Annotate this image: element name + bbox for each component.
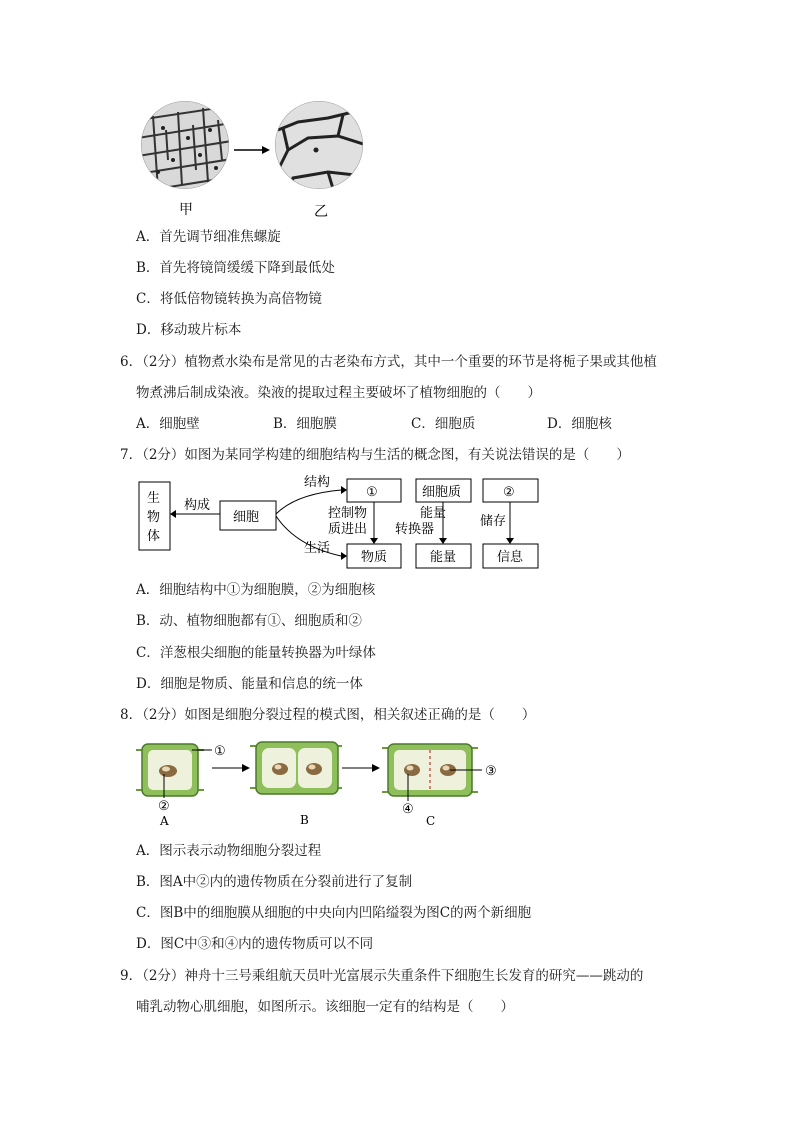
view-yi	[275, 101, 364, 195]
q8-option-c: C．图B中的细胞膜从细胞的中央向内凹陷缢裂为图C的两个新细胞	[136, 905, 532, 921]
label-cytoplasm: 细胞质	[422, 485, 462, 500]
label-circle-1: ①	[214, 744, 226, 759]
q7-option-c: C．洋葱根尖细胞的能量转换器为叶绿体	[136, 645, 376, 661]
q7-option-b: B．动、植物细胞都有①、细胞质和②	[136, 613, 362, 629]
label-cell-b: B	[300, 813, 309, 827]
arrow-jia-to-yi	[234, 146, 270, 154]
label-store: 储存	[480, 514, 507, 529]
q6-option-b: B．细胞膜	[273, 416, 337, 432]
cell-a	[136, 744, 204, 796]
label-circle-2: ②	[158, 799, 170, 814]
q6-option-d: D．细胞核	[547, 416, 612, 432]
label-control-1: 控制物	[328, 506, 368, 521]
q6-option-a: A．细胞壁	[136, 416, 200, 432]
q5-option-a: A．首先调节细准焦螺旋	[136, 229, 281, 245]
label-cell: 细胞	[233, 510, 260, 525]
q8-stem: 8．（2分）如图是细胞分裂过程的模式图，相关叙述正确的是（ ）	[120, 707, 536, 723]
cell-b	[250, 742, 342, 794]
label-info: 信息	[497, 550, 524, 565]
cell-division-diagram	[136, 738, 516, 830]
q8-option-d: D．图C中③和④内的遗传物质可以不同	[136, 936, 374, 952]
q8-option-b: B．图A中②内的遗传物质在分裂前进行了复制	[136, 874, 413, 890]
q7-option-d: D．细胞是物质、能量和信息的统一体	[136, 676, 363, 692]
label-life: 生活	[304, 541, 331, 556]
label-compose: 构成	[184, 498, 211, 513]
label-box2: ②	[503, 485, 515, 500]
q7-stem: 7．（2分）如图为某同学构建的细胞结构与生活的概念图，有关说法错误的是（ ）	[120, 447, 630, 463]
q9-stem-line1: 9．（2分）神舟十三号乘组航天员叶光富展示失重条件下细胞生长发育的研究——跳动的	[120, 968, 644, 984]
label-cell-a: A	[160, 814, 169, 828]
q5-option-c: C．将低倍物镜转换为高倍物镜	[136, 291, 322, 307]
q6-option-c: C．细胞质	[411, 416, 476, 432]
view-jia	[138, 101, 238, 192]
q9-stem-line2: 哺乳动物心肌细胞，如图所示。该细胞一定有的结构是（ ）	[136, 999, 514, 1015]
label-matter: 物质	[361, 550, 388, 565]
organism-char-1: 生	[147, 491, 161, 506]
q6-stem-line1: 6．（2分）植物煮水染布是常见的古老染布方式，其中一个重要的环节是将栀子果或其他植	[120, 354, 657, 370]
q5-option-d: D．移动玻片标本	[136, 322, 242, 338]
label-energy-conv-1: 能量	[420, 506, 447, 521]
q8-option-a: A．图示表示动物细胞分裂过程	[136, 843, 322, 859]
q6-stem-line2: 物煮沸后制成染液。染液的提取过程主要破坏了植物细胞的（ ）	[136, 385, 541, 401]
label-energy-conv-2: 转换器	[395, 522, 435, 537]
q5-option-b: B．首先将镜筒缓缓下降到最低处	[136, 260, 335, 276]
organism-char-2: 物	[147, 510, 161, 525]
concept-map-diagram	[136, 474, 546, 574]
organism-char-3: 体	[147, 529, 161, 544]
label-yi: 乙	[314, 204, 328, 220]
label-cell-c: C	[426, 814, 436, 828]
label-structure: 结构	[304, 475, 331, 490]
label-jia: 甲	[179, 202, 193, 218]
microscope-figure	[138, 100, 370, 220]
label-control-2: 质进出	[328, 522, 368, 537]
label-circle-3: ③	[485, 764, 497, 779]
q7-option-a: A．细胞结构中①为细胞膜，②为细胞核	[136, 582, 376, 598]
label-circle-4: ④	[402, 802, 414, 817]
label-box1: ①	[366, 485, 378, 500]
label-energy: 能量	[430, 550, 457, 565]
